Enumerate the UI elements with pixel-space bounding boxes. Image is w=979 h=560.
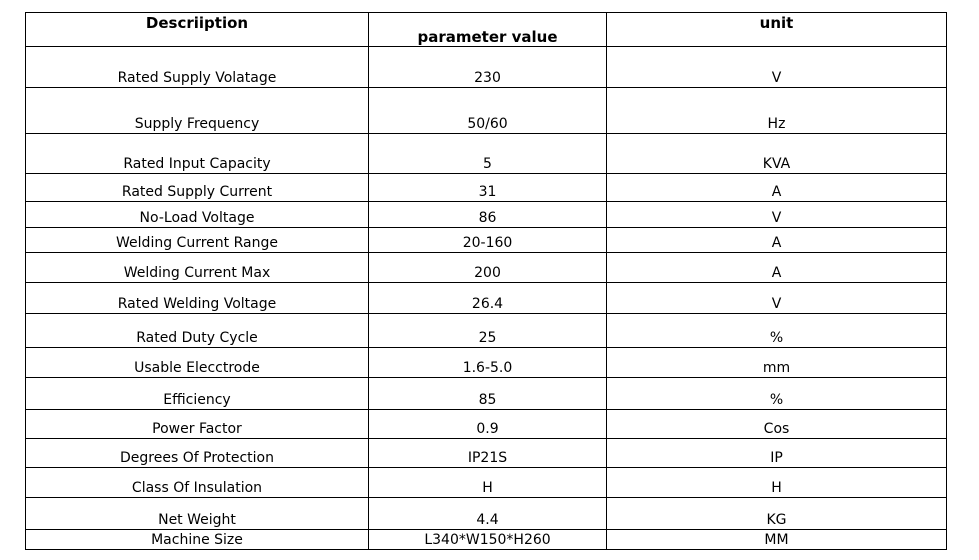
cell-parameter-value: 86 bbox=[369, 202, 607, 228]
cell-parameter-value: 5 bbox=[369, 134, 607, 174]
cell-unit: KG bbox=[607, 498, 947, 530]
cell-unit: A bbox=[607, 174, 947, 202]
table-row bbox=[26, 498, 947, 530]
cell-unit: Hz bbox=[607, 88, 947, 134]
cell-description: Net Weight bbox=[26, 498, 369, 530]
cell-unit: A bbox=[607, 253, 947, 283]
cell-parameter-value: 200 bbox=[369, 253, 607, 283]
table-row bbox=[26, 202, 947, 228]
table-row bbox=[26, 47, 947, 88]
table-row bbox=[26, 88, 947, 134]
cell-parameter-value: 0.9 bbox=[369, 410, 607, 439]
cell-description: Power Factor bbox=[26, 410, 369, 439]
cell-unit: A bbox=[607, 228, 947, 253]
table-row bbox=[26, 283, 947, 314]
cell-unit: % bbox=[607, 378, 947, 410]
cell-parameter-value: 230 bbox=[369, 47, 607, 88]
cell-description: Usable Elecctrode bbox=[26, 348, 369, 378]
cell-description: Rated Supply Volatage bbox=[26, 47, 369, 88]
cell-description: Degrees Of Protection bbox=[26, 439, 369, 468]
header-unit: unit bbox=[607, 13, 947, 47]
table-row bbox=[26, 410, 947, 439]
cell-unit: KVA bbox=[607, 134, 947, 174]
cell-unit: V bbox=[607, 202, 947, 228]
cell-description: Rated Input Capacity bbox=[26, 134, 369, 174]
cell-description: Rated Welding Voltage bbox=[26, 283, 369, 314]
table-row bbox=[26, 174, 947, 202]
table-row bbox=[26, 530, 947, 550]
cell-description: Welding Current Max bbox=[26, 253, 369, 283]
table-row bbox=[26, 134, 947, 174]
cell-parameter-value: 25 bbox=[369, 314, 607, 348]
table-header bbox=[26, 13, 947, 47]
cell-unit: mm bbox=[607, 348, 947, 378]
cell-parameter-value: L340*W150*H260 bbox=[369, 530, 607, 550]
table-row bbox=[26, 348, 947, 378]
cell-description: Efficiency bbox=[26, 378, 369, 410]
table-row bbox=[26, 228, 947, 253]
table-row bbox=[26, 314, 947, 348]
table-row bbox=[26, 439, 947, 468]
table-row bbox=[26, 378, 947, 410]
cell-description: Machine Size bbox=[26, 530, 369, 550]
cell-parameter-value: IP21S bbox=[369, 439, 607, 468]
cell-parameter-value: 31 bbox=[369, 174, 607, 202]
table-row bbox=[26, 253, 947, 283]
cell-unit: % bbox=[607, 314, 947, 348]
cell-parameter-value: 50/60 bbox=[369, 88, 607, 134]
cell-parameter-value: 20-160 bbox=[369, 228, 607, 253]
cell-description: Supply Frequency bbox=[26, 88, 369, 134]
table-row bbox=[26, 468, 947, 498]
cell-parameter-value: 4.4 bbox=[369, 498, 607, 530]
cell-unit: Cos bbox=[607, 410, 947, 439]
cell-description: Rated Supply Current bbox=[26, 174, 369, 202]
cell-unit: H bbox=[607, 468, 947, 498]
cell-description: Welding Current Range bbox=[26, 228, 369, 253]
header-row bbox=[26, 13, 947, 47]
cell-unit: MM bbox=[607, 530, 947, 550]
cell-parameter-value: H bbox=[369, 468, 607, 498]
table-body bbox=[26, 47, 947, 550]
cell-parameter-value: 1.6-5.0 bbox=[369, 348, 607, 378]
cell-unit: V bbox=[607, 283, 947, 314]
cell-unit: V bbox=[607, 47, 947, 88]
specification-table bbox=[25, 12, 947, 550]
cell-description: No-Load Voltage bbox=[26, 202, 369, 228]
cell-parameter-value: 85 bbox=[369, 378, 607, 410]
cell-description: Class Of Insulation bbox=[26, 468, 369, 498]
header-parameter-value: parameter value bbox=[369, 13, 607, 47]
cell-description: Rated Duty Cycle bbox=[26, 314, 369, 348]
cell-parameter-value: 26.4 bbox=[369, 283, 607, 314]
header-description: Descriiption bbox=[26, 13, 369, 47]
cell-unit: IP bbox=[607, 439, 947, 468]
